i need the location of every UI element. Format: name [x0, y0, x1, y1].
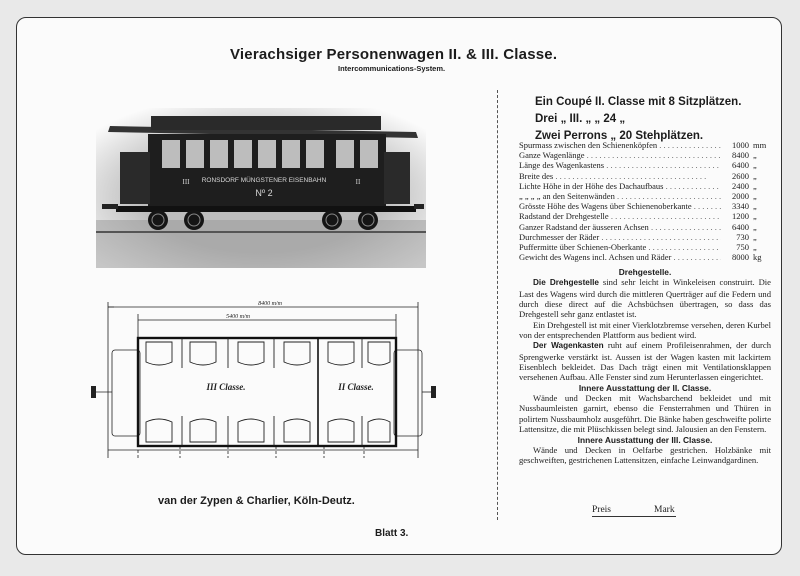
spec-label: Lichte Höhe in der Höhe des Dachaufbaus . . . — [519, 181, 721, 191]
spec-value: 1200 — [732, 211, 749, 222]
spec-label: Grösste Höhe des Wagens über Schienenoberkante . . . — [519, 201, 721, 211]
floor-plan-drawing — [88, 298, 440, 466]
spec-unit: „ — [753, 201, 757, 212]
spec-label: Ganzer Radstand der äusseren Achsen . . . — [519, 222, 721, 232]
spec-row — [519, 150, 771, 160]
spec-row — [519, 232, 771, 242]
lead-drehgestelle: Die Drehgestelle — [533, 278, 599, 288]
spec-row — [519, 160, 771, 170]
spec-unit: „ — [753, 231, 757, 242]
plan-dimension-body: 5400 m/m — [226, 314, 250, 320]
car-inscription: RONSDORF MÜNGSTENER EISENBAHN — [201, 177, 327, 184]
spec-unit: mm — [753, 140, 767, 150]
carriage-photo — [96, 108, 426, 268]
price-line — [592, 505, 676, 518]
spec-row — [519, 171, 771, 181]
spec-value: 750 — [736, 242, 749, 253]
spec-value: 1000 — [732, 140, 749, 150]
spec-unit: „ — [753, 211, 757, 222]
spec-row — [519, 222, 771, 232]
spec-label: Gewicht des Wagens incl. Achsen und Räder . . . — [519, 252, 721, 262]
spec-unit: „ — [753, 242, 757, 253]
description-block — [519, 267, 771, 466]
text-wagenkasten: ruht auf einem Profileisenrahmen, der durch Sprengwerke verstärkt ist. Aussen ist der Wagen kasten mit lackirtem Eisenblech bekleidet. Das Dach trägt einen mit Ventilationsklappen versehenen Aufbau. Alle Fenster sind zum Herunterlassen eingerichtet. — [519, 340, 771, 383]
spec-unit: kg — [753, 252, 762, 263]
spec-label: „ „ „ „ an den Seitenwänden . . . — [519, 191, 721, 201]
spec-label: Durchmesser der Räder . . . — [519, 232, 721, 242]
spec-label: Spurmass zwischen den Schienenköpfen . . . — [519, 140, 721, 150]
car-number: Nº 2 — [255, 188, 273, 198]
spec-label: Puffermitte über Schienen-Oberkante . . . — [519, 242, 721, 252]
spec-label: Ganze Wagenlänge . . . — [519, 150, 721, 160]
capacity-line: Drei „ III. „ „ 24 „ — [535, 113, 626, 125]
paragraph-drehgestelle — [519, 277, 771, 319]
price-label: Preis — [592, 505, 611, 515]
spec-row — [519, 211, 771, 221]
sheet-subtitle: Intercommunications-System. — [338, 64, 446, 73]
paragraph-bremse: Ein Drehgestell ist mit einer Vierklotzbremse versehen, deren Kurbel von der entsprechenden Plattform aus bedient wird. — [519, 319, 771, 341]
mark-label: Mark — [654, 505, 675, 515]
text-drehgestelle: sind sehr leicht in Winkeleisen construirt. Die Last des Wagens wird durch die mittleren Querträger auf die Federn und durch diese direct auf die Achsbüchsen übertragen, so dass das Drehgestell sehr ganz entlastet ist. — [519, 277, 771, 320]
sheet-number: Blatt 3. — [375, 528, 409, 539]
spec-unit: „ — [753, 221, 757, 232]
spec-value: 2600 — [732, 170, 749, 181]
spec-row — [519, 242, 771, 252]
spec-unit: „ — [753, 180, 757, 191]
spec-value: 6400 — [732, 160, 749, 171]
capacity-block — [535, 94, 741, 145]
manufacturer: van der Zypen & Charlier, Köln-Deutz. — [158, 495, 355, 507]
car-class-right: II — [355, 178, 361, 186]
spec-unit: „ — [753, 160, 757, 171]
spec-row — [519, 191, 771, 201]
plan-dimension-total: 8400 m/m — [258, 301, 282, 307]
spec-table — [519, 140, 771, 262]
spec-value: 2400 — [732, 180, 749, 191]
spec-unit: „ — [753, 191, 757, 202]
paragraph-wagenkasten — [519, 340, 771, 382]
plan-label-class3: III Classe. — [206, 382, 246, 392]
spec-unit: „ — [753, 170, 757, 181]
paragraph-innen-3: Wände und Decken in Oelfarbe gestrichen. Holzbänke mit geschweiften, gestrichenen Lattensitzen, einfache Leinwandgardinen. — [519, 444, 771, 466]
capacity-line: Ein Coupé II. Classe mit 8 Sitzplätzen. — [535, 96, 742, 108]
spec-label: Länge des Wagenkastens . . . — [519, 160, 721, 170]
spec-value: 730 — [736, 231, 749, 242]
spec-value: 8400 — [732, 150, 749, 161]
spec-value: 8000 — [732, 252, 749, 263]
spec-value: 2000 — [732, 191, 749, 202]
lead-wagenkasten: Der Wagenkasten — [533, 341, 604, 351]
capacity-line: Zwei Perrons „ 20 Stehplätzen. — [535, 130, 704, 142]
section-heading-drehgestelle: Drehgestelle. — [618, 267, 672, 277]
plan-label-class2: II Classe. — [338, 382, 374, 392]
spec-label: Breite des . . . — [519, 171, 721, 181]
car-class-left: III — [182, 178, 190, 186]
spec-value: 6400 — [732, 221, 749, 232]
spec-unit: „ — [753, 150, 757, 161]
spec-row — [519, 140, 771, 150]
spec-row — [519, 201, 771, 211]
sheet-title: Vierachsiger Personenwagen II. & III. Classe. — [230, 46, 558, 63]
spec-label: Radstand der Drehgestelle . . . — [519, 211, 721, 221]
spec-row — [519, 252, 771, 262]
section-heading-innen-3: Innere Ausstattung der III. Classe. — [577, 434, 713, 445]
spec-value: 3340 — [732, 201, 749, 212]
paragraph-innen-2: Wände und Decken mit Wachsbarchend bekleidet und mit Nussbaumleisten garnirt, ebenso die Fensterrahmen und Thüren in polirtem Nussbaumholz ausgeführt. Die Bänke haben geschweifte polirte Lattensitze, die mit Plüschkissen belegt sind. Jalousien an den Fenstern. — [519, 393, 772, 435]
section-heading-innen-2: Innere Ausstattung der II. Classe. — [578, 382, 712, 393]
column-divider — [497, 90, 498, 520]
spec-row — [519, 181, 771, 191]
